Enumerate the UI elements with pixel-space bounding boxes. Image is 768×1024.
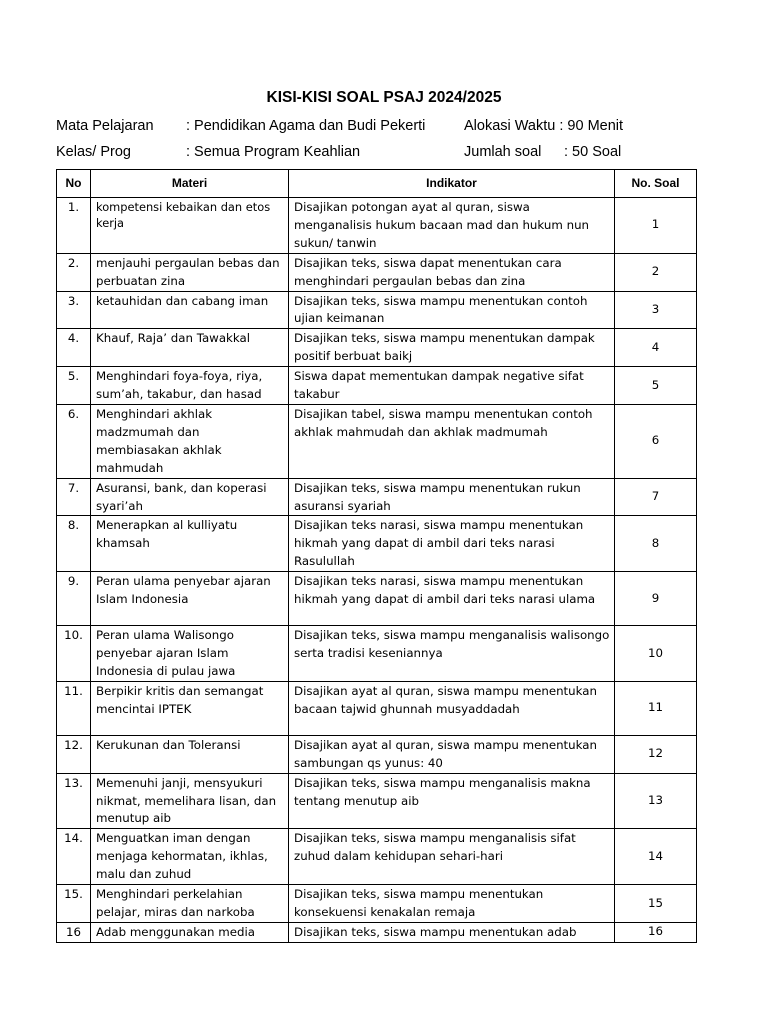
- row-no-soal: 16: [615, 922, 697, 942]
- row-indikator: Disajikan tabel, siswa mampu menentukan contoh akhlak mahmudah dan akhlak madmumah: [289, 404, 615, 478]
- row-no-soal: 8: [615, 516, 697, 572]
- row-no-soal: 10: [615, 626, 697, 682]
- table-row: [57, 572, 697, 626]
- row-no: [57, 478, 91, 516]
- row-materi: Menerapkan al kulliyatu khamsah: [91, 516, 289, 572]
- row-no-soal: 5: [615, 367, 697, 405]
- mapel-label: Mata Pelajaran: [56, 118, 154, 134]
- row-materi: Khauf, Raja’ dan Tawakkal: [91, 329, 289, 367]
- row-no: [57, 367, 91, 405]
- row-no-text: 10.: [64, 628, 83, 643]
- row-indikator: Disajikan teks narasi, siswa mampu menentukan hikmah yang dapat di ambil dari teks narasi ulama: [289, 572, 615, 626]
- row-no-text: 7.: [67, 480, 80, 495]
- row-materi: Menguatkan iman dengan menjaga kehormatan, ikhlas, malu dan zuhud: [91, 829, 289, 885]
- jumlah-soal-label: Jumlah soal: [464, 144, 542, 160]
- row-materi: Menghindari perkelahian pelajar, miras dan narkoba: [91, 885, 289, 923]
- header-materi: Materi: [91, 170, 289, 198]
- row-no-text: 1.: [67, 200, 80, 214]
- row-no: [57, 829, 91, 885]
- row-no-text: 11.: [64, 683, 83, 698]
- table-row: [57, 329, 697, 367]
- row-no: [57, 516, 91, 572]
- mapel-value: : Pendidikan Agama dan Budi Pekerti: [186, 118, 426, 134]
- row-no-text: 12.: [64, 737, 83, 752]
- table-row: [57, 367, 697, 405]
- header-indikator: Indikator: [289, 170, 615, 198]
- table-row: [57, 404, 697, 478]
- row-no: [57, 626, 91, 682]
- row-no: [57, 773, 91, 829]
- row-no: [57, 735, 91, 773]
- row-no: [57, 885, 91, 923]
- row-no: [57, 572, 91, 626]
- row-indikator: Disajikan teks, siswa mampu menentukan adab: [289, 922, 615, 942]
- row-no-text: 8.: [67, 518, 80, 533]
- row-no: [57, 922, 91, 942]
- row-materi: ketauhidan dan cabang iman: [91, 291, 289, 329]
- table-row: [57, 516, 697, 572]
- row-materi: menjauhi pergaulan bebas dan perbuatan zina: [91, 253, 289, 291]
- row-indikator: Disajikan ayat al quran, siswa mampu menentukan bacaan tajwid ghunnah musyaddadah: [289, 681, 615, 735]
- table-row: [57, 198, 697, 254]
- row-no-soal: 11: [615, 681, 697, 735]
- row-no-text: 9.: [67, 574, 80, 589]
- table-body: [57, 198, 697, 943]
- row-no: [57, 198, 91, 254]
- row-no-soal: 4: [615, 329, 697, 367]
- row-indikator: Disajikan teks, siswa mampu menentukan konsekuensi kenakalan remaja: [289, 885, 615, 923]
- row-materi: Peran ulama penyebar ajaran Islam Indonesia: [91, 572, 289, 626]
- row-indikator: Disajikan teks, siswa mampu menentukan rukun asuransi syariah: [289, 478, 615, 516]
- row-no-text: 13.: [64, 775, 83, 790]
- row-no: [57, 291, 91, 329]
- row-indikator: Disajikan teks, siswa dapat menentukan cara menghindari pergaulan bebas dan zina: [289, 253, 615, 291]
- row-materi: Menghindari akhlak madzmumah dan membiasakan akhlak mahmudah: [91, 404, 289, 478]
- row-no-text: 14.: [64, 831, 83, 846]
- row-no: [57, 253, 91, 291]
- header-no-soal: No. Soal: [615, 170, 697, 198]
- row-no-soal: 3: [615, 291, 697, 329]
- row-no: [57, 404, 91, 478]
- row-no-text: 2.: [67, 255, 80, 270]
- row-materi: Kerukunan dan Toleransi: [91, 735, 289, 773]
- row-no-text: 16: [65, 924, 81, 939]
- row-materi: Berpikir kritis dan semangat mencintai IPTEK: [91, 681, 289, 735]
- row-materi: Peran ulama Walisongo penyebar ajaran Islam Indonesia di pulau jawa: [91, 626, 289, 682]
- table-row: [57, 773, 697, 829]
- alokasi-waktu: Alokasi Waktu : 90 Menit: [464, 118, 624, 134]
- row-no-text: 6.: [67, 406, 80, 421]
- row-indikator: Disajikan teks, siswa mampu menganalisis sifat zuhud dalam kehidupan sehari-hari: [289, 829, 615, 885]
- table-row: [57, 885, 697, 923]
- row-no-soal: 2: [615, 253, 697, 291]
- header-no: No: [57, 170, 91, 198]
- row-no-soal: 14: [615, 829, 697, 885]
- table-row: [57, 735, 697, 773]
- table-row: [57, 922, 697, 942]
- row-materi: Adab menggunakan media: [91, 922, 289, 942]
- row-no-text: 3.: [67, 293, 80, 308]
- row-no-soal: 1: [615, 198, 697, 254]
- row-indikator: Disajikan teks, siswa mampu menganalisis makna tentang menutup aib: [289, 773, 615, 829]
- row-no-soal: 13: [615, 773, 697, 829]
- row-no-soal: 12: [615, 735, 697, 773]
- row-no: [57, 329, 91, 367]
- jumlah-soal-value: : 50 Soal: [564, 144, 622, 160]
- row-materi: Memenuhi janji, mensyukuri nikmat, memelihara lisan, dan menutup aib: [91, 773, 289, 829]
- kisi-kisi-table: [56, 169, 697, 943]
- table-row: [57, 291, 697, 329]
- row-no-soal: 7: [615, 478, 697, 516]
- kelas-value: : Semua Program Keahlian: [186, 144, 361, 160]
- row-indikator: Disajikan teks, siswa mampu menganalisis walisongo serta tradisi keseniannya: [289, 626, 615, 682]
- row-indikator: Disajikan potongan ayat al quran, siswa menganalisis hukum bacaan mad dan hukum nun sukun/ tanwin: [289, 198, 615, 254]
- table-row: [57, 829, 697, 885]
- row-no: [57, 681, 91, 735]
- row-materi: Menghindari foya-foya, riya, sum’ah, takabur, dan hasad: [91, 367, 289, 405]
- row-no-text: 4.: [67, 331, 80, 346]
- document-title: KISI-KISI SOAL PSAJ 2024/2025: [266, 89, 502, 106]
- table-header-row: [57, 170, 697, 198]
- row-indikator: Disajikan teks, siswa mampu menentukan dampak positif berbuat baikj: [289, 329, 615, 367]
- row-indikator: Disajikan teks narasi, siswa mampu menentukan hikmah yang dapat di ambil dari teks narasi Rasulullah: [289, 516, 615, 572]
- row-materi: kompetensi kebaikan dan etos kerja: [91, 198, 289, 254]
- row-no-soal: 6: [615, 404, 697, 478]
- kelas-label: Kelas/ Prog: [56, 144, 131, 160]
- table-row: [57, 478, 697, 516]
- table-row: [57, 253, 697, 291]
- row-indikator: Disajikan ayat al quran, siswa mampu menentukan sambungan qs yunus: 40: [289, 735, 615, 773]
- row-no-text: 15.: [64, 887, 83, 902]
- row-indikator: Siswa dapat mementukan dampak negative sifat takabur: [289, 367, 615, 405]
- row-materi: Asuransi, bank, dan koperasi syari’ah: [91, 478, 289, 516]
- table-row: [57, 681, 697, 735]
- row-indikator: Disajikan teks, siswa mampu menentukan contoh ujian keimanan: [289, 291, 615, 329]
- row-no-soal: 15: [615, 885, 697, 923]
- table-row: [57, 626, 697, 682]
- row-no-text: 5.: [67, 369, 80, 384]
- row-no-soal: 9: [615, 572, 697, 626]
